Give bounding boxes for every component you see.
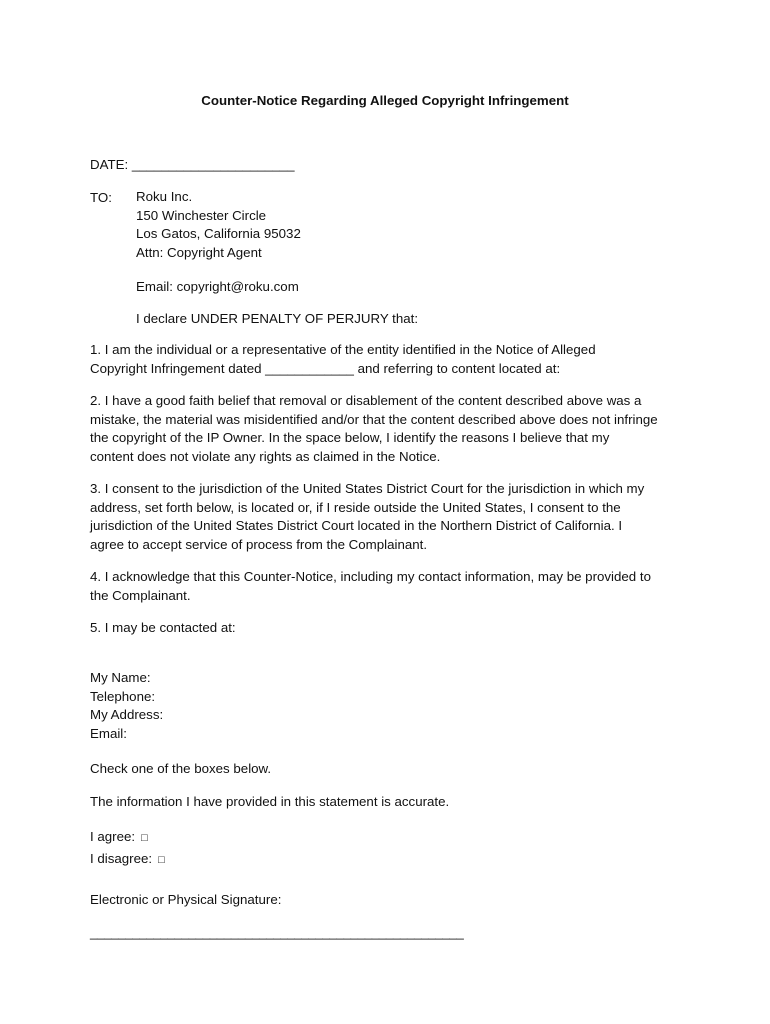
perjury-declaration: I declare UNDER PENALTY OF PERJURY that: <box>136 311 419 326</box>
recipient-email: Email: copyright@roku.com <box>136 279 299 294</box>
agree-option <box>90 829 148 844</box>
agree-label: I agree: <box>90 829 136 844</box>
check-instruction: Check one of the boxes below. <box>90 761 272 776</box>
paragraph-1 <box>90 341 690 378</box>
disagree-checkbox[interactable]: □ <box>158 854 165 866</box>
paragraph-5: 5. I may be contacted at: <box>90 620 236 635</box>
contact-name-label: My Name: <box>90 670 151 685</box>
paragraph-line: the Complainant. <box>90 587 191 603</box>
signature-label: Electronic or Physical Signature: <box>90 892 282 907</box>
paragraph-line: Copyright Infringement dated ____________ and referring to content located at: <box>90 360 561 376</box>
document-title: Counter-Notice Regarding Alleged Copyright Infringement <box>201 93 569 108</box>
paragraph-4 <box>90 568 690 605</box>
recipient-name: Roku Inc. <box>136 189 193 204</box>
date-line: DATE: ______________________ <box>90 157 295 172</box>
disagree-label: I disagree: <box>90 851 153 866</box>
paragraph-line: agree to accept service of process from the Complainant. <box>90 537 428 553</box>
paragraph-line: content does not violate any rights as claimed in the Notice. <box>90 449 441 465</box>
recipient-city: Los Gatos, California 95032 <box>136 226 301 242</box>
paragraph-line: 1. I am the individual or a representative of the entity identified in the Notice of Alleged <box>90 342 596 357</box>
paragraph-3 <box>90 480 690 555</box>
contact-fields <box>90 669 690 744</box>
agree-checkbox[interactable]: □ <box>141 832 148 844</box>
recipient-street: 150 Winchester Circle <box>136 207 267 223</box>
disagree-option <box>90 851 165 866</box>
signature-line[interactable]: _____________________________________________________ <box>90 925 464 940</box>
to-label: TO: <box>90 190 112 205</box>
contact-telephone-label: Telephone: <box>90 688 156 704</box>
recipient-attn: Attn: Copyright Agent <box>136 245 262 261</box>
paragraph-2 <box>90 392 690 467</box>
paragraph-line: address, set forth below, is located or, if I reside outside the United States, I consent to the <box>90 499 621 515</box>
paragraph-line: mistake, the material was misidentified and/or that the content described above does not infringe <box>90 411 658 427</box>
paragraph-line: the copyright of the IP Owner. In the space below, I identify the reasons I believe that my <box>90 430 610 446</box>
paragraph-line: 3. I consent to the jurisdiction of the United States District Court for the jurisdiction in which my <box>90 481 645 496</box>
contact-email-label: Email: <box>90 726 127 742</box>
contact-address-label: My Address: <box>90 707 164 723</box>
accuracy-statement: The information I have provided in this statement is accurate. <box>90 794 450 809</box>
paragraph-line: 4. I acknowledge that this Counter-Notice, including my contact information, may be provided to <box>90 569 651 584</box>
recipient-address <box>136 188 736 263</box>
paragraph-line: jurisdiction of the United States District Court located in the Northern District of California. I <box>90 518 623 534</box>
paragraph-line: 2. I have a good faith belief that removal or disablement of the content described above was a <box>90 393 642 408</box>
